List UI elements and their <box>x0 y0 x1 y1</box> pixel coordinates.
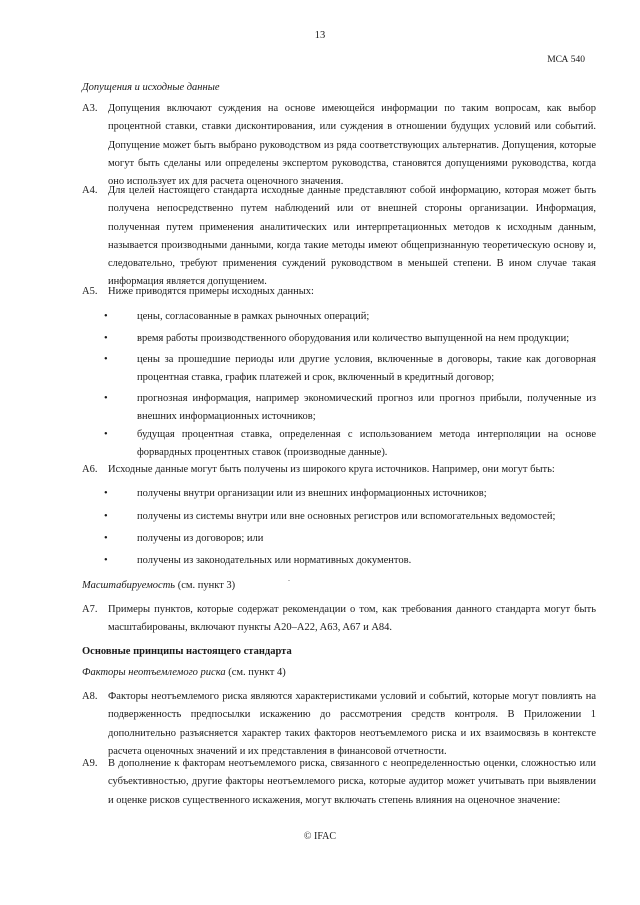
list-item-text: время работы производственного оборудования или количество выпущенной на нем продукции; <box>137 333 570 344</box>
paragraph-a8 <box>82 688 596 761</box>
paragraph-text: Исходные данные могут быть получены из широкого круга источников. Например, они могут быть: <box>108 464 555 475</box>
paragraph-a5 <box>82 283 596 301</box>
bullet: • <box>104 354 108 365</box>
list-item <box>104 308 596 326</box>
paragraph-text: Факторы неотъемлемого риска являются характеристиками условий и событий, которые могут повлиять на подверженность предпосылки искажению до рассмотрения средств контроля. В Приложении 1 дополнительно разъясняется характер таких факторов неотъемлемого риска и их взаимосвязь в контексте расчета оценочных значений и их представления в финансовой отчетности. <box>108 691 596 757</box>
paragraph-a9 <box>82 755 596 810</box>
paragraph-text: Допущения включают суждения на основе имеющейся информации по таким вопросам, как выбор процентной ставки, ставки дисконтирования, или суждения в отношении будущих условий или событий. Допущение может быть выбрано руководством из ряда соответствующих альтернатив. Допущения, которые могут быть сделаны или определены экспертом руководства, становятся допущениями руководства, когда оно использует их для расчета оценочного значения. <box>108 103 596 188</box>
list-item <box>104 426 596 461</box>
paragraph-number: A8. <box>82 691 98 702</box>
bullet: • <box>104 555 108 566</box>
bullet: • <box>104 311 108 322</box>
paragraph-reference: (см. пункт 3) <box>175 580 236 591</box>
paragraph-number: A4. <box>82 185 98 196</box>
bullet: • <box>104 333 108 344</box>
list-item-text: получены из законодательных или нормативных документов. <box>137 555 412 566</box>
list-item <box>104 508 596 526</box>
paragraph-a7 <box>82 601 596 638</box>
list-item <box>104 552 596 570</box>
list-item-text: получены из системы внутри или вне основных регистров или вспомогательных ведомостей; <box>137 511 556 522</box>
heading-text: Масштабируемость <box>82 580 176 591</box>
section-heading-assumptions: Допущения и исходные данные <box>82 82 220 93</box>
section-heading-scalability <box>82 580 235 591</box>
paragraph-number: A6. <box>82 464 98 475</box>
list-item-text: цены за прошедшие периоды или другие условия, включенные в договоры, такие как договорная процентная ставка, график платежей и срок, включенный в кредитный договор; <box>137 354 596 383</box>
scan-mark <box>288 580 290 581</box>
section-heading-inherent-risk <box>82 667 286 678</box>
list-item-text: будущая процентная ставка, определенная с использованием метода интерполяции на основе форвардных процентных ставок (производные данные). <box>137 429 596 458</box>
list-item-text: цены, согласованные в рамках рыночных операций; <box>137 311 370 322</box>
paragraph-number: A7. <box>82 604 98 615</box>
paragraph-text: Ниже приводятся примеры исходных данных: <box>108 286 314 297</box>
paragraph-number: A3. <box>82 103 98 114</box>
heading-text: Факторы неотъемлемого риска <box>82 667 226 678</box>
list-item-text: получены внутри организации или из внешних информационных источников; <box>137 488 487 499</box>
list-item <box>104 390 596 425</box>
bullet: • <box>104 429 108 440</box>
list-item <box>104 530 596 548</box>
paragraph-reference: (см. пункт 4) <box>225 667 286 678</box>
list-item <box>104 485 596 503</box>
paragraph-number: A9. <box>82 758 98 769</box>
paragraph-text: В дополнение к факторам неотъемлемого риска, связанного с неопределенностью оценки, сложностью или субъективностью, другие факторы неотъемлемого риска, которые аудитор может учитывать при выявлении и оценке рисков существенного искажения, могут включать степень влияния на оценочное значение: <box>108 758 596 806</box>
section-heading-key-concepts: Основные принципы настоящего стандарта <box>82 646 292 657</box>
paragraph-a3 <box>82 100 596 191</box>
paragraph-text: Для целей настоящего стандарта исходные данные представляют собой информацию, которая может быть получена непосредственно путем наблюдений или от внешней стороны организации. Информация, полученная путем применения аналитических или интерпретационных методов к исходным данным, называется производными данными, когда такие методы имеют общепризнанную теоретическую основу и, следовательно, требуют применения суждений руководством в меньшей степени. В ином случае такая информация является допущением. <box>108 185 596 288</box>
list-item-text: прогнозная информация, например экономический прогноз или прогноз прибыли, полученные из внешних информационных источников; <box>137 393 596 422</box>
bullet: • <box>104 393 108 404</box>
paragraph-number: A5. <box>82 286 98 297</box>
bullet: • <box>104 533 108 544</box>
paragraph-a4 <box>82 182 596 292</box>
paragraph-a6 <box>82 461 596 479</box>
paragraph-text: Примеры пунктов, которые содержат рекомендации о том, как требования данного стандарта могут быть масштабированы, включают пункты A20–A22, A63, A67 и A84. <box>108 604 596 634</box>
page-number: 13 <box>314 30 326 41</box>
standard-label: МСА 540 <box>547 55 585 65</box>
bullet: • <box>104 488 108 499</box>
list-item <box>104 330 596 348</box>
list-item <box>104 351 596 386</box>
footer-copyright: © IFAC <box>303 831 337 842</box>
list-item-text: получены из договоров; или <box>137 533 264 544</box>
bullet: • <box>104 511 108 522</box>
